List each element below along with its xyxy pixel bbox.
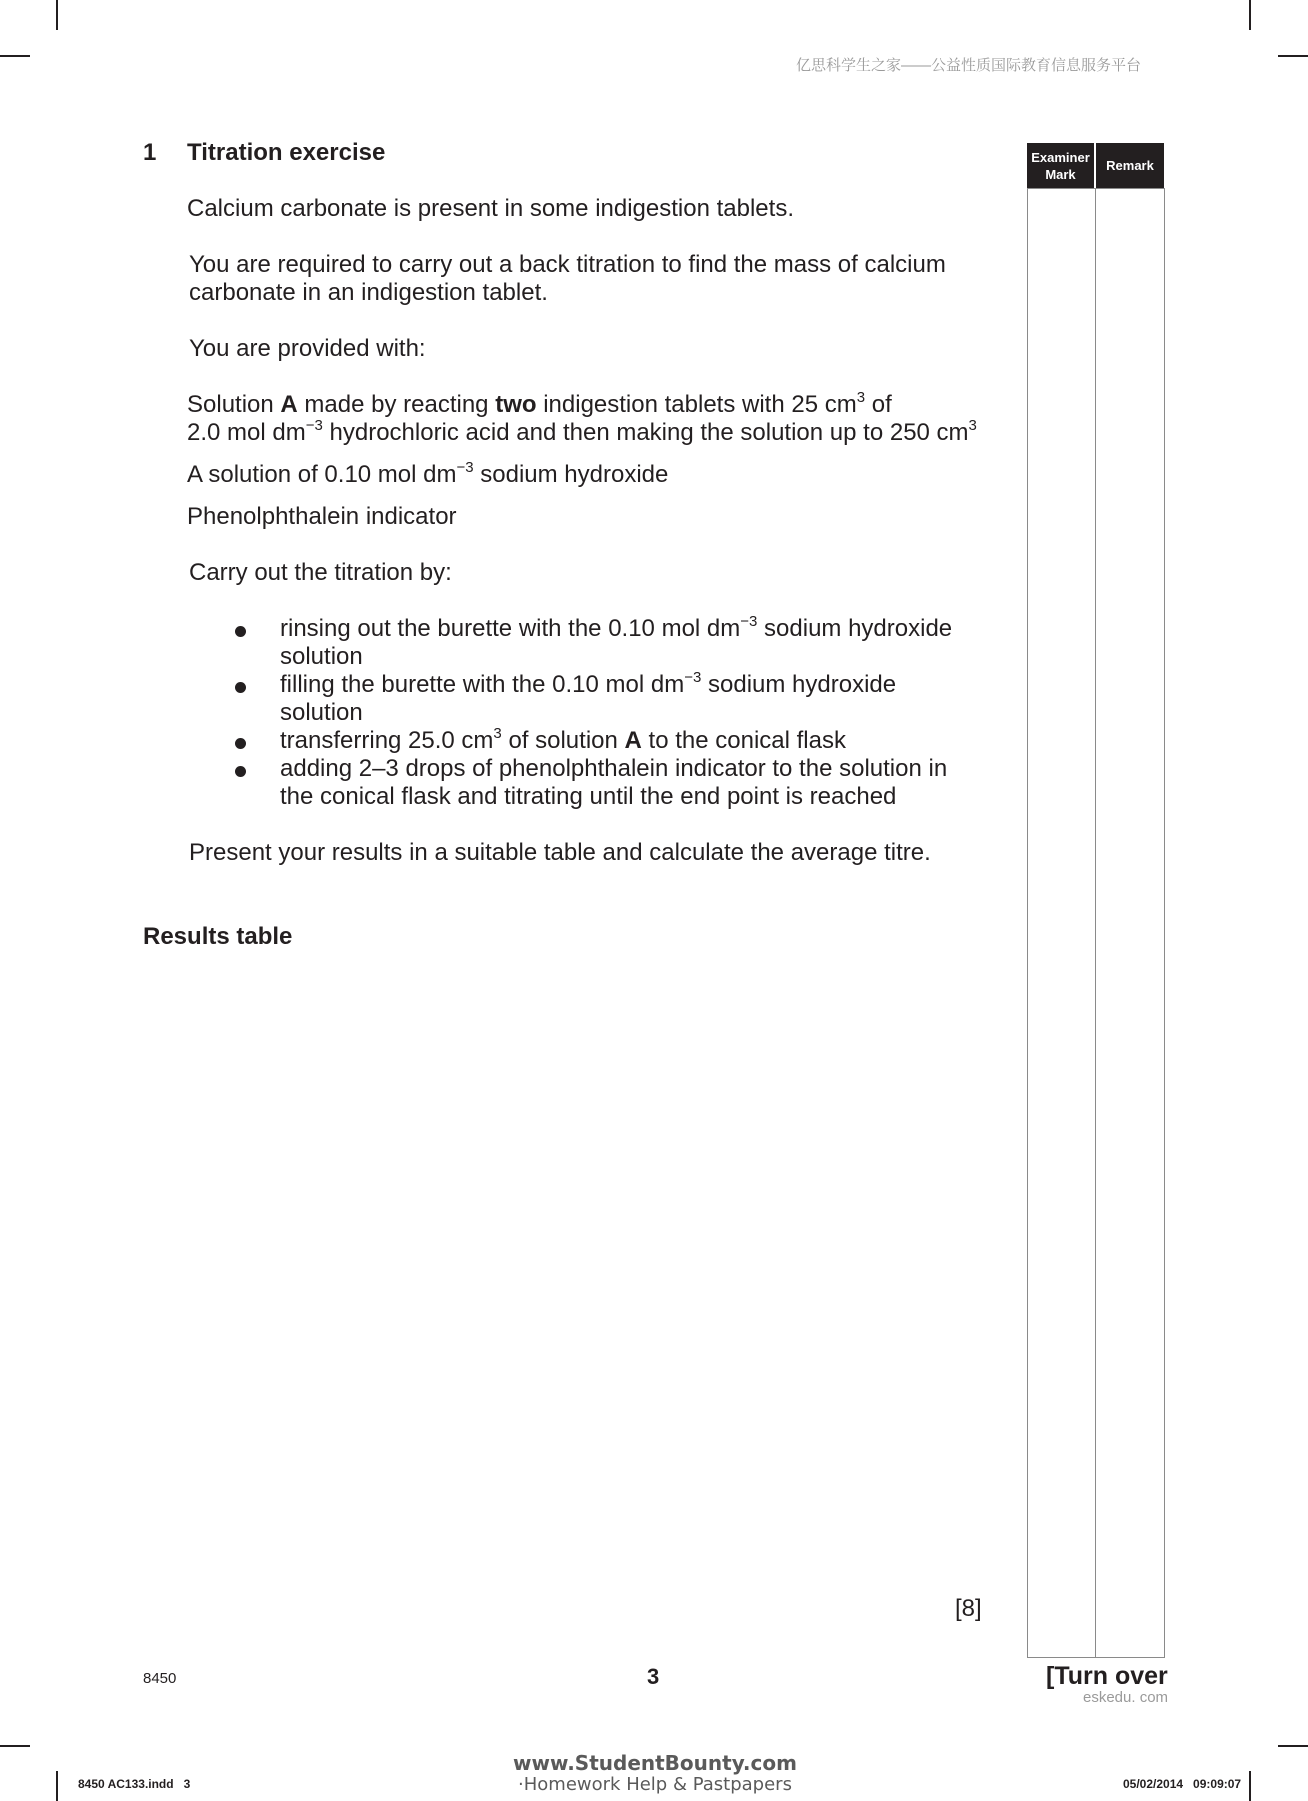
remark-column[interactable] xyxy=(1095,188,1165,1658)
step-rinse-cont: solution xyxy=(280,643,363,670)
examiner-mark-column[interactable] xyxy=(1027,188,1096,1658)
crop-mark xyxy=(0,1745,30,1747)
examiner-mark-header: Examiner Mark xyxy=(1027,143,1094,188)
indicator-text: Phenolphthalein indicator xyxy=(187,503,457,530)
task-line-1: You are required to carry out a back titration to find the mass of calcium xyxy=(189,251,946,278)
question-title: Titration exercise xyxy=(187,139,386,166)
question-number: 1 xyxy=(143,139,157,166)
remark-header: Remark xyxy=(1096,143,1164,188)
watermark-header: 亿思科学生之家——公益性质国际教育信息服务平台 xyxy=(796,57,1142,74)
solution-a-line-2: 2.0 mol $dm^{-3}$ hydrochloric acid and then making the solution up to 250 $cm^3$ xyxy=(187,417,977,446)
step-add-indicator: adding 2–3 drops of phenolphthalein indicator to the solution in xyxy=(280,755,948,782)
solution-a-line-1: Solution A made by reacting two indigestion tablets with 25 $cm^3$ of xyxy=(187,389,892,418)
crop-mark xyxy=(1278,55,1308,57)
crop-mark xyxy=(56,1771,58,1801)
slug-datetime: 05/02/2014 09:09:07 xyxy=(1123,1777,1242,1791)
intro-text: Calcium carbonate is present in some indigestion tablets. xyxy=(187,195,794,222)
studentbounty-logo: www.StudentBounty.com ·Homework Help & Pastpapers xyxy=(513,1751,797,1795)
turn-over: [Turn over xyxy=(1046,1662,1168,1690)
marks-indicator: [8] xyxy=(955,1595,982,1622)
naoh-solution: A solution of 0.10 mol $dm^{-3}$ sodium hydroxide xyxy=(187,459,669,488)
page-number: 3 xyxy=(647,1664,660,1689)
bullet-icon xyxy=(235,738,246,749)
bullet-icon xyxy=(235,626,246,637)
bullet-icon xyxy=(235,682,246,693)
bullet-icon xyxy=(235,766,246,777)
paper-code: 8450 xyxy=(143,1670,177,1687)
crop-mark xyxy=(1249,1771,1251,1801)
present-instruction: Present your results in a suitable table and calculate the average titre. xyxy=(189,839,931,866)
step-transfer: transferring 25.0 $cm^3$ of solution A to the conical flask xyxy=(280,725,846,754)
step-fill-cont: solution xyxy=(280,699,363,726)
results-table-heading: Results table xyxy=(143,923,293,950)
results-answer-area[interactable] xyxy=(143,960,983,1580)
slug-filename: 8450 AC133.indd 3 xyxy=(78,1777,191,1791)
carry-out-heading: Carry out the titration by: xyxy=(189,559,452,586)
crop-mark xyxy=(0,55,30,57)
step-fill: filling the burette with the 0.10 mol $dm^{-3}$ sodium hydroxide xyxy=(280,669,897,698)
provided-heading: You are provided with: xyxy=(189,335,426,362)
crop-mark xyxy=(56,0,58,30)
eskedu-watermark: eskedu. com xyxy=(1083,1689,1169,1706)
step-add-indicator-cont: the conical flask and titrating until the end point is reached xyxy=(280,783,897,810)
step-rinse: rinsing out the burette with the 0.10 mol $dm^{-3}$ sodium hydroxide xyxy=(280,613,953,642)
crop-mark xyxy=(1278,1745,1308,1747)
crop-mark xyxy=(1249,0,1251,30)
task-line-2: carbonate in an indigestion tablet. xyxy=(189,279,548,306)
